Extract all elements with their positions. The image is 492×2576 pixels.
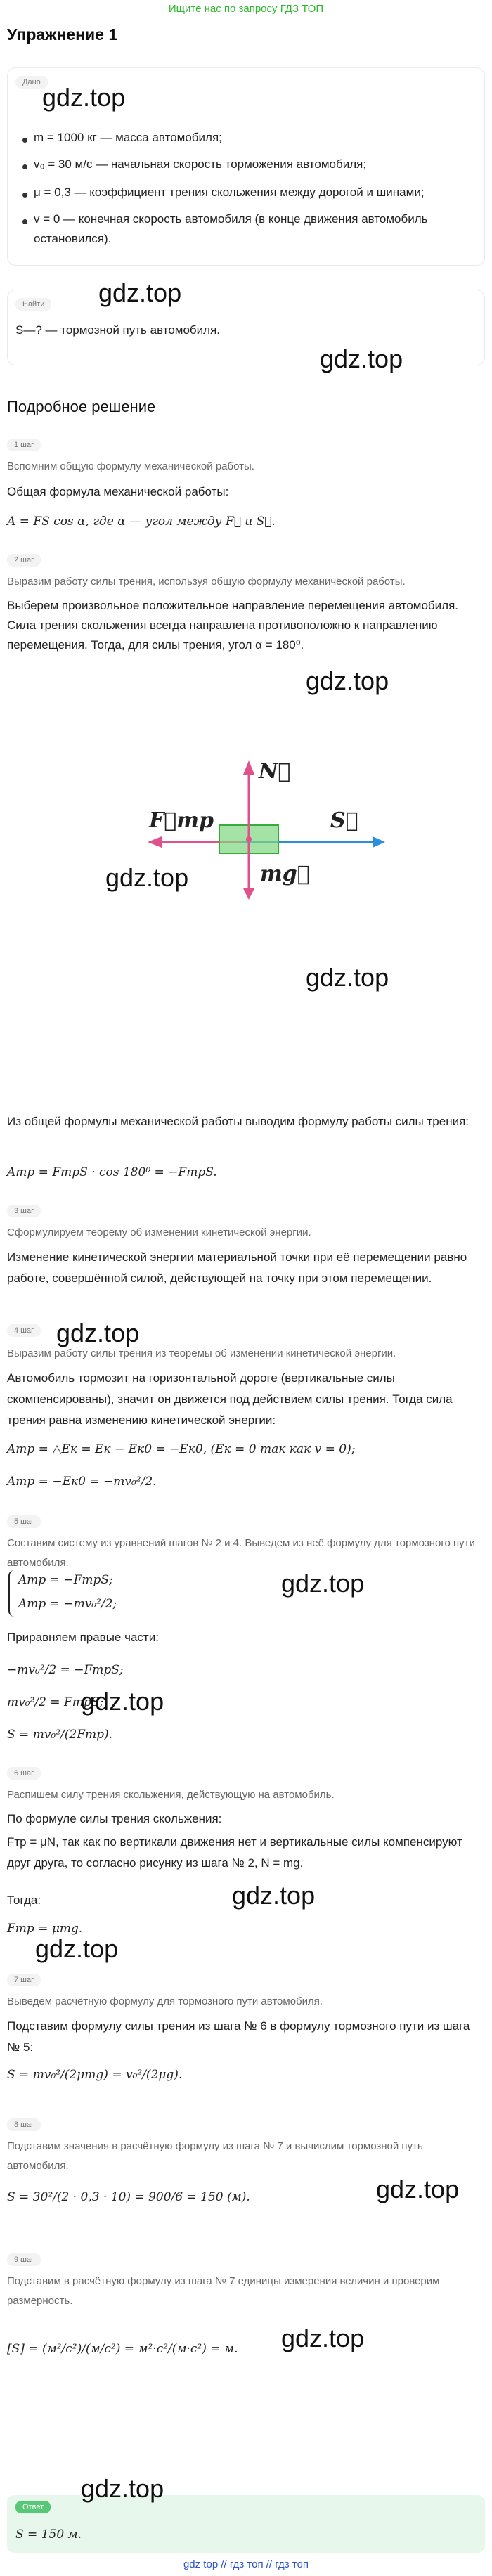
given-item: m = 1000 кг — масса автомобиля; (34, 131, 222, 144)
step-formula: S = mv₀²/(2Fтр). (7, 1728, 113, 1742)
step-tag: 4 шаг (7, 1324, 41, 1337)
center-point (246, 836, 252, 842)
step-formula: Fтр = μmg. (7, 1922, 83, 1936)
watermark: gdz.top (42, 83, 126, 112)
bullet (22, 138, 27, 143)
step-desc: Составим систему из уравнений шагов № 2 и 4. Выведем из неё формулу для тормозного пути автомобиля. (7, 1537, 475, 1569)
system-brace (8, 1570, 15, 1617)
step-tag: 3 шаг (7, 1205, 41, 1217)
watermark: gdz.top (98, 278, 182, 307)
step-formula: −mv₀²/2 = −FтрS; (7, 1663, 124, 1677)
step-text: Fтр = μN, так как по вертикали движения нет и вертикальные силы компенсируют друг друга, то согласно рисунку из шага № 2, N = mg. (7, 1835, 462, 1870)
given-item: v = 0 — конечная скорость автомобиля (в конце движения автомобиль остановился). (34, 212, 428, 245)
step-desc: Выразим работу силы трения из теоремы об изменении кинетической энергии. (7, 1347, 396, 1359)
step-formula: Aтр = △Eк = Eк − Eк0 = −Eк0, (Eк = 0 так как v = 0); (7, 1442, 356, 1456)
step-formula: A = FS cos α, где α — угол между F⃗ и S⃗. (7, 514, 276, 529)
page-title: Упражнение 1 (7, 25, 118, 44)
displacement-arrowhead (373, 836, 385, 848)
top-note[interactable]: Ищите нас по запросу ГДЗ ТОП (168, 3, 324, 15)
step-desc: Выразим работу силы трения, используя общую формулу механической работы. (7, 576, 406, 588)
footer-links[interactable]: gdz top // гдз топ // гдз топ (183, 2558, 309, 2570)
watermark: gdz.top (281, 1569, 365, 1598)
bullet (22, 193, 27, 198)
step-formula: Aтр = −mv₀²/2; (18, 1597, 117, 1611)
step-desc: Подставим в расчётную формулу из шага № 7 единицы измерения величин и проверим размерность. (7, 2275, 440, 2307)
step-formula: S = 30²/(2 · 0,3 · 10) = 900/6 = 150 (м). (7, 2190, 250, 2204)
bullet (22, 164, 27, 169)
step-text: Автомобиль тормозит на горизонтальной дороге (вертикальные силы скомпенсированы), значит он движется под действием силы трения. Тогда сила трения равна изменению кинетической энергии: (7, 1371, 453, 1427)
step-desc: Распишем силу трения скольжения, действующую на автомобиль. (7, 1789, 335, 1801)
given-item: v₀ = 30 м/с — начальная скорость торможения автомобиля; (34, 157, 367, 171)
step-desc: Подставим значения в расчётную формулу из шага № 7 и вычислим тормозной путь автомобиля. (7, 2140, 423, 2172)
step-formula: Aтр = −Eк0 = −mv₀²/2. (7, 1475, 157, 1489)
step-text: По формуле силы трения скольжения: (7, 1812, 222, 1825)
step-text: Приравняем правые части: (7, 1631, 159, 1644)
step-formula: Aтр = FтрS · cos 180⁰ = −FтрS. (7, 1165, 217, 1179)
find-text: S—? — тормозной путь автомобиля. (15, 323, 221, 337)
step-desc: Сформулируем теорему об изменении кинетической энергии. (7, 1226, 311, 1238)
step-text: Подставим формулу силы трения из шага № 6 в формулу тормозного пути из шага № 5: (7, 2019, 470, 2054)
watermark: gdz.top (105, 863, 189, 892)
step-tag: 6 шаг (7, 1767, 41, 1780)
step-text: Изменение кинетической энергии материальной точки при её перемещении равно работе, совершённой силой, действующей на точку при этом перемещении. (7, 1250, 467, 1285)
friction-arrowhead (148, 836, 162, 848)
step-text: Общая формула механической работы: (7, 485, 229, 498)
step-formula: S = mv₀²/(2μmg) = v₀²/(2μg). (7, 2068, 183, 2082)
step-desc: Выведем расчётную формулу для тормозного пути автомобиля. (7, 1995, 323, 2007)
answer-tag: Ответ (15, 2501, 51, 2513)
watermark: gdz.top (306, 666, 389, 695)
step-formula: Aтр = −FтрS; (18, 1573, 113, 1587)
answer-text: S = 150 м. (15, 2528, 82, 2542)
gravity-arrowhead (243, 888, 254, 900)
step-formula: [S] = (м²/с²)/(м/с²) = м²·с²/(м·с²) = м. (7, 2342, 238, 2356)
step-tag: 5 шаг (7, 1515, 41, 1528)
watermark: gdz.top (81, 1687, 164, 1716)
step-text: Тогда: (7, 1894, 41, 1907)
step-text: Из общей формулы механической работы выводим формулу работы силы трения: (7, 1115, 470, 1128)
watermark: gdz.top (35, 1934, 119, 1963)
watermark: gdz.top (281, 2324, 365, 2352)
step-tag: 7 шаг (7, 1974, 41, 1986)
step-tag: 2 шаг (7, 554, 41, 567)
watermark: gdz.top (81, 2474, 164, 2503)
find-tag: Найти (15, 298, 51, 311)
step-desc: Вспомним общую формулу механической работы. (7, 460, 254, 472)
watermark: gdz.top (320, 344, 403, 373)
given-item: μ = 0,3 — коэффициент трения скольжения между дорогой и шинами; (34, 186, 425, 199)
step-tag: 1 шаг (7, 439, 41, 451)
label-normal: N⃗ (259, 759, 291, 784)
given-tag: Дано (15, 76, 48, 89)
label-friction: F⃗тр (149, 808, 214, 833)
label-gravity: mg⃗ (260, 862, 310, 886)
solution-title: Подробное решение (7, 398, 156, 415)
normal-force-arrowhead (243, 760, 254, 775)
watermark: gdz.top (306, 963, 389, 992)
step-tag: 9 шаг (7, 2253, 41, 2266)
watermark: gdz.top (56, 1319, 140, 1347)
step-text: Выберем произвольное положительное направление перемещения автомобиля. Сила трения скольжения всегда направлена противоположно к направлению перемещения. Тогда, для силы трения, угол α = 180⁰. (7, 599, 459, 652)
watermark: gdz.top (232, 1881, 316, 1910)
step-tag: 8 шаг (7, 2118, 41, 2131)
label-displacement: S⃗ (330, 808, 358, 833)
step-formula: mv₀²/2 = FтрS; (7, 1695, 104, 1709)
watermark: gdz.top (376, 2175, 460, 2203)
bullet (22, 219, 27, 224)
